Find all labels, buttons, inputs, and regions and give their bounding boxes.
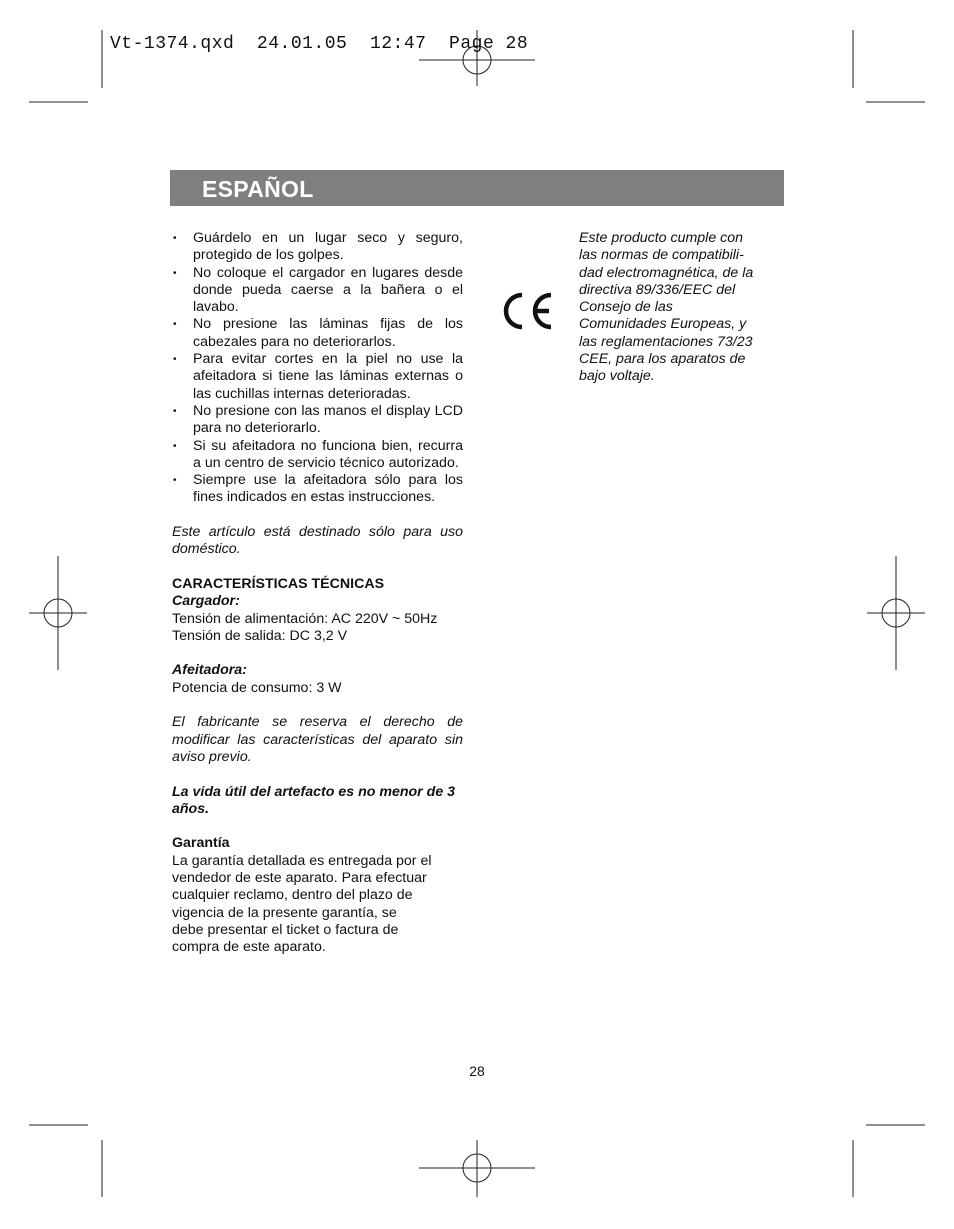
ce-line: CEE, para los aparatos de [579, 351, 746, 368]
warranty-line: debe presentar el ticket o factura de [172, 921, 399, 938]
specs-heading: CARACTERÍSTICAS TÉCNICAS [172, 575, 385, 592]
left-column [172, 230, 463, 956]
lifetime-note: La vida útil del artefacto es no menor de 3 años. [172, 783, 456, 817]
safety-bullet-list [172, 230, 463, 507]
section-title: ESPAÑOL [202, 176, 314, 202]
warranty-line: vendedor de este aparato. Para efectuar [172, 869, 427, 886]
manufacturer-note: El fabricante se reserva el derecho de modificar las características del aparato sin aviso previo. [172, 714, 463, 765]
file-slug-line: Vt-1374.qxd 24.01.05 12:47 Page 28 [110, 34, 529, 54]
domestic-use-note: Este artículo está destinado sólo para uso doméstico. [172, 524, 463, 558]
list-item: • Siempre use la afeitadora sólo para los fines indicados en estas instrucciones. [172, 472, 463, 507]
ce-line: las normas de compatibili- [579, 247, 744, 264]
ce-line: bajo voltaje. [579, 368, 655, 385]
section-title-bar [170, 170, 784, 206]
list-item: • Guárdelo en un lugar seco y seguro, protegido de los golpes. [172, 230, 463, 265]
charger-label: Cargador: [172, 593, 240, 610]
ce-line: Comunidades Europeas, y [579, 316, 747, 333]
page-number: 28 [469, 1063, 485, 1079]
ce-compliance-text [579, 230, 789, 386]
warranty-line: cualquier reclamo, dentro del plazo de [172, 887, 413, 904]
ce-line: Este producto cumple con [579, 230, 744, 246]
list-item: • Para evitar cortes en la piel no use la afeitadora si tiene las láminas externas o las cuchillas internas deterioradas. [172, 351, 463, 403]
ce-line: Consejo de las [579, 299, 673, 316]
warranty-heading: Garantía [172, 835, 230, 852]
shaver-power: Potencia de consumo: 3 W [172, 679, 342, 696]
warranty-line: vigencia de la presente garantía, se [172, 904, 397, 921]
list-item: • Si su afeitadora no funciona bien, recurra a un centro de servicio técnico autorizado. [172, 438, 463, 473]
charger-input-voltage: Tensión de alimentación: AC 220V ~ 50Hz [172, 610, 438, 627]
ce-line: dad electromagnética, de la [579, 264, 754, 281]
list-item: • No presione con las manos el display LCD para no deteriorarlo. [172, 403, 463, 438]
shaver-label: Afeitadora: [172, 662, 247, 679]
warranty-line: compra de este aparato. [172, 939, 326, 956]
ce-line: las reglamentaciones 73/23 [579, 333, 753, 350]
charger-output-voltage: Tensión de salida: DC 3,2 V [172, 627, 348, 644]
warranty-line: La garantía detallada es entregada por el [172, 852, 432, 869]
ce-mark-icon [500, 289, 554, 333]
list-item: • No presione las láminas fijas de los cabezales para no deteriorarlos. [172, 316, 463, 351]
ce-line: directiva 89/336/EEC del [579, 281, 736, 298]
list-item: • No coloque el cargador en lugares desde donde pueda caerse a la bañera o el lavabo. [172, 265, 463, 317]
